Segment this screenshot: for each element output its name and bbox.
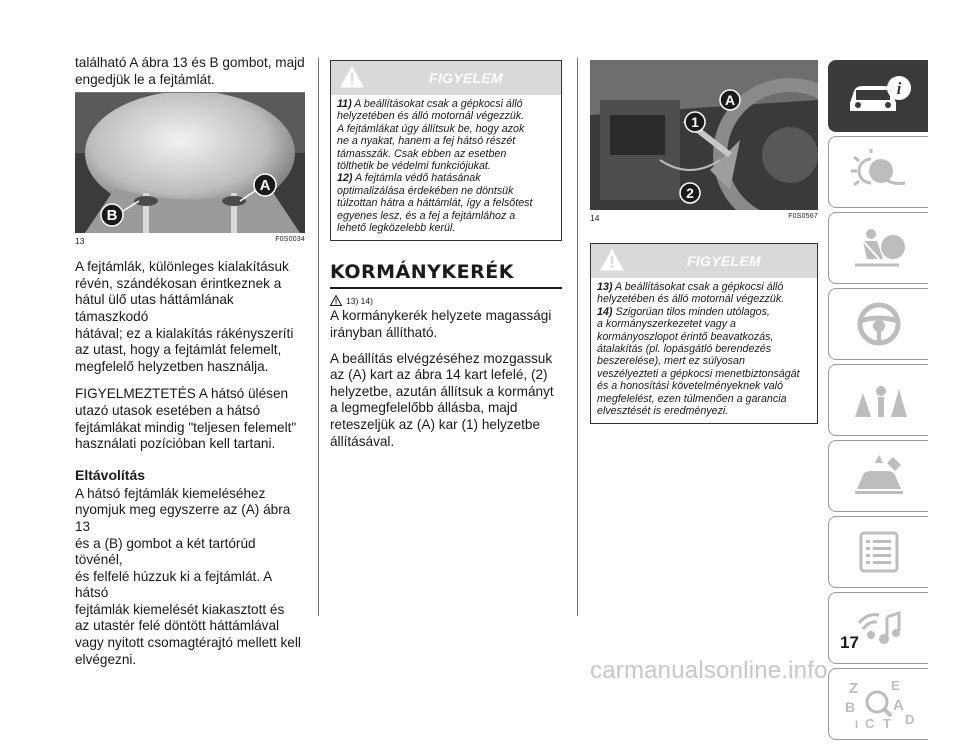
figure-code: F0S0567: [788, 213, 818, 220]
warning-box-1: [330, 60, 562, 241]
figure-label-2: 2: [686, 185, 694, 201]
column-divider-1: [318, 58, 319, 616]
figure-14-steering: [590, 60, 818, 210]
warning-header: [331, 61, 561, 95]
index-letter: I: [854, 719, 858, 731]
removal-text: A hátsó fejtámlák kiemeléséhez nyomjuk meg egyszerre az (A) ábra 13 és a (B) gombot a két tartórúd tövénél, és felfelé húzzuk ki a fejtámlát. A hátsó fejtámlák kiemelését kiakasztott és az utastér felé döntött háttámlával vagy nyitott csomagtérajtó mellett kell elvégezni.: [75, 485, 301, 667]
warning-text: FIGYELMEZTETÉS A hátsó ülésen utazó utasok esetében a hátsó fejtámlákat mindig "teljesen felemelt" használati pozícióban kell tartani.: [75, 386, 297, 452]
index-letter: D: [904, 712, 914, 727]
figure-13-headrest: [75, 93, 305, 233]
figure-label-b: B: [106, 207, 118, 225]
figure-label-a: A: [724, 92, 736, 108]
warning-item: 11) A beállításokat csak a gépkocsi álló helyzetében és álló motornál végezzük. A fejtámlákat úgy állítsuk be, hogy azok ne a nyakat, hanem a fej hátsó részét támasszák. Csak ebben az esetben tölthetik be védelmi funkciójukat.: [337, 98, 525, 173]
warning-item: 14) Szigorúan tilos minden utólagos, a kormányszerkezetet vagy a kormányoszlopot érintő beavatkozás, átalakítás (pl. lopásgátló berendezés beszerelése), mert ez súlyosan veszélyezteti a gépkocsi menetbiztonságát és a honosítási követelményeknek való megfelelést, ezen túlmenően a garancia elvesztését is eredményezi.: [597, 305, 800, 418]
figure-label-1: 1: [691, 114, 699, 130]
technical-data-icon: [849, 529, 909, 575]
figure-number: 13: [75, 236, 85, 247]
maintenance-icon: [849, 453, 909, 499]
car-info-icon: [844, 73, 914, 119]
airbag-safety-icon: [849, 225, 909, 271]
column-2: [330, 60, 562, 450]
warning-references: [330, 295, 562, 306]
steering-illustration: [590, 60, 818, 210]
figure-number: 14: [590, 213, 600, 223]
figure-14-caption: [590, 213, 818, 223]
removal-heading: Eltávolítás: [75, 466, 146, 483]
tab-airbag-safety[interactable]: [828, 212, 928, 284]
steering-intro: A kormánykerék helyzete magassági irányban állítható.: [330, 308, 552, 341]
warning-box-2: [590, 243, 818, 424]
figure-label-a: A: [259, 177, 271, 195]
warning-item: 13) A beállításokat csak a gépkocsi álló helyzetében és álló motornál végezzük.: [597, 281, 785, 306]
tab-dashboard-lights[interactable]: [828, 136, 928, 208]
column-divider-2: [577, 58, 578, 616]
figure-13-caption: [75, 236, 305, 246]
index-letter: E: [890, 678, 900, 693]
column-1: [75, 55, 305, 668]
index-letter: T: [882, 716, 891, 731]
svg-text:i: i: [896, 79, 901, 98]
steering-instructions: A beállítás elvégzéséhez mozgassuk az (A) kart az ábra 14 kart lefelé, (2) helyzetbe, azután állítsuk a kormányt a legmegfelelőbb állásba, majd reteszeljük az (A) kar (1) helyzetbe állításával.: [330, 350, 554, 449]
headrest-description: A fejtámlák, különleges kialakításuk révén, szándékosan érintkeznek a hátul ülő utas háttámlának támaszkodó hátával; ez a kialakítás rákényszeríti az utast, hogy a fejtámlát felemelt, megfelelő helyzetben használja.: [75, 259, 294, 374]
index-letter: C: [864, 716, 874, 731]
tab-technical-data[interactable]: [828, 516, 928, 588]
figure-code: F0S0034: [275, 236, 305, 244]
tab-steering[interactable]: [828, 288, 928, 360]
page-number: 17: [840, 633, 859, 652]
index-letter: Z: [848, 680, 858, 697]
warning-body: [591, 278, 817, 423]
watermark: carmanualsonline.info: [590, 657, 828, 684]
warning-road-icon: [849, 377, 909, 423]
steering-wheel-icon: [849, 301, 909, 347]
tab-index[interactable]: [828, 668, 928, 740]
tab-maintenance[interactable]: [828, 440, 928, 512]
index-icon: [839, 676, 919, 732]
headrest-illustration: [75, 93, 305, 233]
dashboard-lights-icon: [849, 149, 909, 195]
warning-title: FIGYELEM: [687, 253, 761, 269]
warning-body: [331, 95, 561, 240]
tab-car-info[interactable]: [828, 60, 928, 132]
warning-title: FIGYELEM: [429, 70, 503, 86]
tab-warning-road[interactable]: [828, 364, 928, 436]
column-3: [590, 60, 818, 424]
warning-header: [591, 244, 817, 278]
intro-text: található A ábra 13 és B gombot, majd engedjük le a fejtámlát.: [75, 55, 305, 87]
section-title: KORMÁNYKERÉK: [330, 261, 562, 289]
warning-item: 12) A fejtámla védő hatásának optimalizálása érdekében ne döntsük túlzottan hátra a háttámlát, így a felsőtest egyenes lesz, és a fej a fejtámlához a lehető legközelebb kerül.: [337, 172, 533, 235]
index-letter: B: [844, 699, 855, 715]
warning-triangle-icon: [330, 295, 342, 306]
index-letter: A: [892, 697, 904, 714]
reference-numbers: 13) 14): [346, 295, 373, 306]
tab-multimedia[interactable]: [828, 592, 928, 664]
